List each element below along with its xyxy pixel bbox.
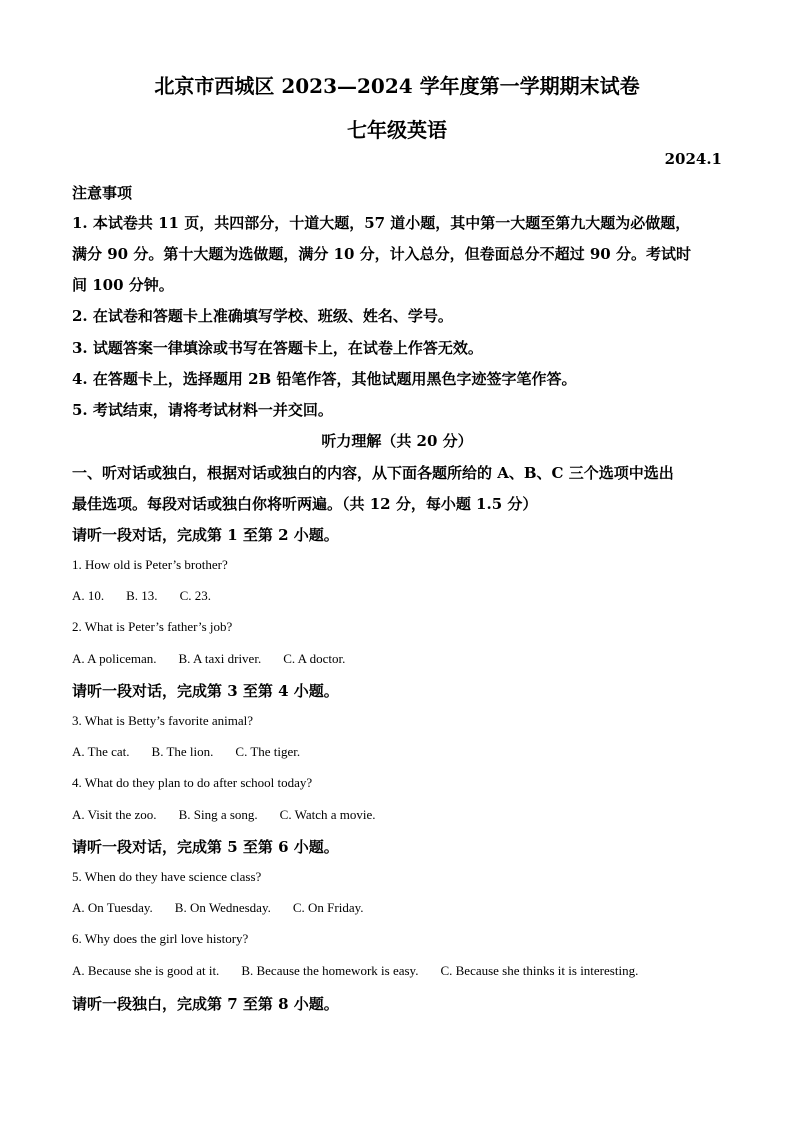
option-c: C. The tiger. — [235, 744, 301, 759]
section-title: 听力理解（共 20 分） — [321, 432, 473, 450]
option-a: A. Because she is good at it. — [72, 963, 220, 978]
section-instruction-line-2: 最佳选项。每段对话或独白你将听两遍。（共 12 分，每小题 1.5 分） — [72, 495, 538, 513]
question-3-options — [72, 744, 722, 760]
question-6: 6. Why does the girl love history? — [72, 931, 249, 946]
option-c: C. Because she thinks it is interesting. — [440, 963, 639, 978]
notice-item-3: 3. 试题答案一律填涂或书写在答题卡上，在试卷上作答无效。 — [72, 339, 483, 357]
option-b: B. Because the homework is easy. — [241, 963, 419, 978]
option-b: B. On Wednesday. — [174, 900, 271, 915]
option-b: B. Sing a song. — [178, 807, 258, 822]
question-5: 5. When do they have science class? — [72, 869, 262, 884]
listening-prompt-4: 请听一段独白，完成第 7 至第 8 小题。 — [72, 995, 339, 1013]
option-a: A. A policeman. — [72, 651, 157, 666]
option-b: B. 13. — [126, 588, 158, 603]
option-a: A. On Tuesday. — [72, 900, 153, 915]
notice-item-1-line-3: 间 100 分钟。 — [72, 276, 174, 294]
exam-title: 北京市西城区 2023—2024 学年度第一学期期末试卷 — [154, 74, 640, 98]
question-2: 2. What is Peter’s father’s job? — [72, 619, 233, 634]
listening-prompt-3: 请听一段对话，完成第 5 至第 6 小题。 — [72, 838, 339, 856]
question-3: 3. What is Betty’s favorite animal? — [72, 713, 253, 728]
exam-date: 2024.1 — [664, 150, 722, 168]
notice-item-1-line-2: 满分 90 分。第十大题为选做题，满分 10 分，计入总分，但卷面总分不超过 90 分。考试时 — [72, 245, 691, 263]
option-b: B. A taxi driver. — [178, 651, 262, 666]
notice-item-1-line-1: 1. 本试卷共 11 页，共四部分，十道大题，57 道小题，其中第一大题至第九大题为必做题， — [72, 214, 691, 232]
notice-heading: 注意事项 — [72, 184, 133, 202]
option-c: C. Watch a movie. — [279, 807, 376, 822]
listening-prompt-2: 请听一段对话，完成第 3 至第 4 小题。 — [72, 682, 339, 700]
option-a: A. 10. — [72, 588, 105, 603]
notice-item-5: 5. 考试结束，请将考试材料一并交回。 — [72, 401, 333, 419]
listening-prompt-1: 请听一段对话，完成第 1 至第 2 小题。 — [72, 526, 339, 544]
notice-item-2: 2. 在试卷和答题卡上准确填写学校、班级、姓名、学号。 — [72, 307, 453, 325]
option-a: A. The cat. — [72, 744, 130, 759]
question-1-options — [72, 588, 722, 604]
option-c: C. 23. — [179, 588, 211, 603]
notice-item-4: 4. 在答题卡上，选择题用 2B 铅笔作答，其他试题用黑色字迹签字笔作答。 — [72, 370, 577, 388]
option-c: C. A doctor. — [283, 651, 346, 666]
question-4-options — [72, 807, 722, 823]
question-4: 4. What do they plan to do after school today? — [72, 775, 313, 790]
question-6-options — [72, 963, 722, 979]
option-a: A. Visit the zoo. — [72, 807, 157, 822]
exam-subtitle: 七年级英语 — [347, 118, 447, 142]
section-instruction-line-1: 一、听对话或独白，根据对话或独白的内容，从下面各题所给的 A、B、C 三个选项中选出 — [72, 464, 674, 482]
question-1: 1. How old is Peter’s brother? — [72, 557, 228, 572]
option-c: C. On Friday. — [292, 900, 364, 915]
question-2-options — [72, 651, 722, 667]
question-5-options — [72, 900, 722, 916]
option-b: B. The lion. — [151, 744, 214, 759]
